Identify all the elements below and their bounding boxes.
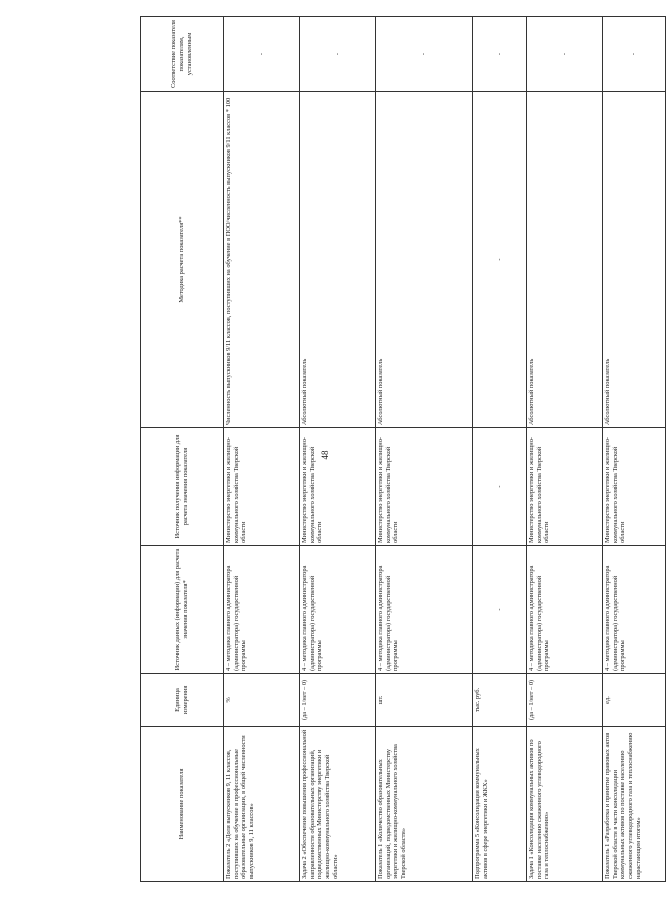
cell-unit: % xyxy=(224,674,300,727)
table-row xyxy=(527,17,603,882)
header-info-source: Источник получения информации для расчета значения показателя xyxy=(141,428,224,546)
cell-info-source: Министерство энергетики и жилищно-коммунального хозяйства Тверской области xyxy=(527,428,603,546)
table-row xyxy=(473,17,527,882)
cell-indicator-name: Показатель 1 «Количество образовательных организаций, подведомственных Министерству энергетики и жилищно-коммунального хозяйства Тверской области» xyxy=(376,727,473,882)
cell-info-source: - xyxy=(473,428,527,546)
cell-calculation-method: Абсолютный показатель xyxy=(603,92,666,428)
header-unit: Единица измерения xyxy=(141,674,224,727)
table-header-row xyxy=(141,17,224,882)
cell-unit: шт. xyxy=(376,674,473,727)
cell-calculation-method: Абсолютный показатель xyxy=(300,92,376,428)
cell-indicator-name: Задача 2 «Обеспечение повышения профессиональной направленности образовательных организаций, подведомственных Министерству энергетики и жилищно-коммунального хозяйства Тверской области» xyxy=(300,727,376,882)
header-conformity: Соответствие показателя показателям, установленным xyxy=(141,17,224,92)
table-row xyxy=(224,17,300,882)
cell-unit: ед. xyxy=(603,674,666,727)
cell-conformity: - xyxy=(473,17,527,92)
table-row xyxy=(376,17,473,882)
cell-info-source: Министерство энергетики и жилищно-коммунального хозяйства Тверской области xyxy=(224,428,300,546)
cell-conformity: - xyxy=(527,17,603,92)
cell-calculation-method: Численность выпускников 9/11 классов, поступивших на обучение в ПОО/численность выпускников 9/11 классов * 100 xyxy=(224,92,300,428)
cell-conformity: - xyxy=(224,17,300,92)
page-number: 48 xyxy=(320,450,330,460)
table-row xyxy=(603,17,666,882)
cell-conformity: - xyxy=(300,17,376,92)
cell-unit: (да – 1/нет – 0) xyxy=(300,674,376,727)
header-indicator-name: Наименование показателя xyxy=(141,727,224,882)
cell-calculation-method: - xyxy=(473,92,527,428)
cell-data-source: 4 – методика главного администратора (администратора) государственной программы xyxy=(376,546,473,674)
header-data-source: Источник данных (информации) для расчета значения показателя* xyxy=(141,546,224,674)
header-calculation-method: Методика расчета показателя** xyxy=(141,92,224,428)
cell-indicator-name: Показатель 1 «Разработка и принятие правовых актов Тверской области в части консолидации коммунальных активов по поставке населению сжиженного углеводородного газа и теплоснабжению нарастающим итогом» xyxy=(603,727,666,882)
cell-info-source: Министерство энергетики и жилищно-коммунального хозяйства Тверской области xyxy=(376,428,473,546)
cell-unit: тыс. руб. xyxy=(473,674,527,727)
cell-unit: (да – 1/нет – 0) xyxy=(527,674,603,727)
rotated-table-container xyxy=(140,17,640,882)
cell-data-source: 4 – методика главного администратора (администратора) государственной программы xyxy=(300,546,376,674)
cell-conformity: - xyxy=(376,17,473,92)
cell-data-source: 4 – методика главного администратора (администратора) государственной программы xyxy=(224,546,300,674)
cell-calculation-method: Абсолютный показатель xyxy=(527,92,603,428)
cell-data-source: - xyxy=(473,546,527,674)
cell-data-source: 4 – методика главного администратора (администратора) государственной программы xyxy=(527,546,603,674)
cell-calculation-method: Абсолютный показатель xyxy=(376,92,473,428)
cell-indicator-name: Задача 1 «Консолидация коммунальных активов по поставке населению сжиженного углеводородного газа и теплоснабжению» xyxy=(527,727,603,882)
cell-info-source: Министерство энергетики и жилищно-коммунального хозяйства Тверской области xyxy=(300,428,376,546)
cell-indicator-name: Подпрограмма 5 «Консолидация коммунальных активов в сфере энергетики и ЖКХ» xyxy=(473,727,527,882)
cell-conformity: - xyxy=(603,17,666,92)
indicators-table xyxy=(140,16,666,882)
cell-data-source: 4 – методика главного администратора (администратора) государственной программы xyxy=(603,546,666,674)
table-row xyxy=(300,17,376,882)
cell-info-source: Министерство энергетики и жилищно-коммунального хозяйства Тверской области xyxy=(603,428,666,546)
cell-indicator-name: Показатель 2 «Доля выпускников 9, 11 классов, поступивших на обучение в профессиональные образовательные организации, в общей численности выпускников 9, 11 классов» xyxy=(224,727,300,882)
